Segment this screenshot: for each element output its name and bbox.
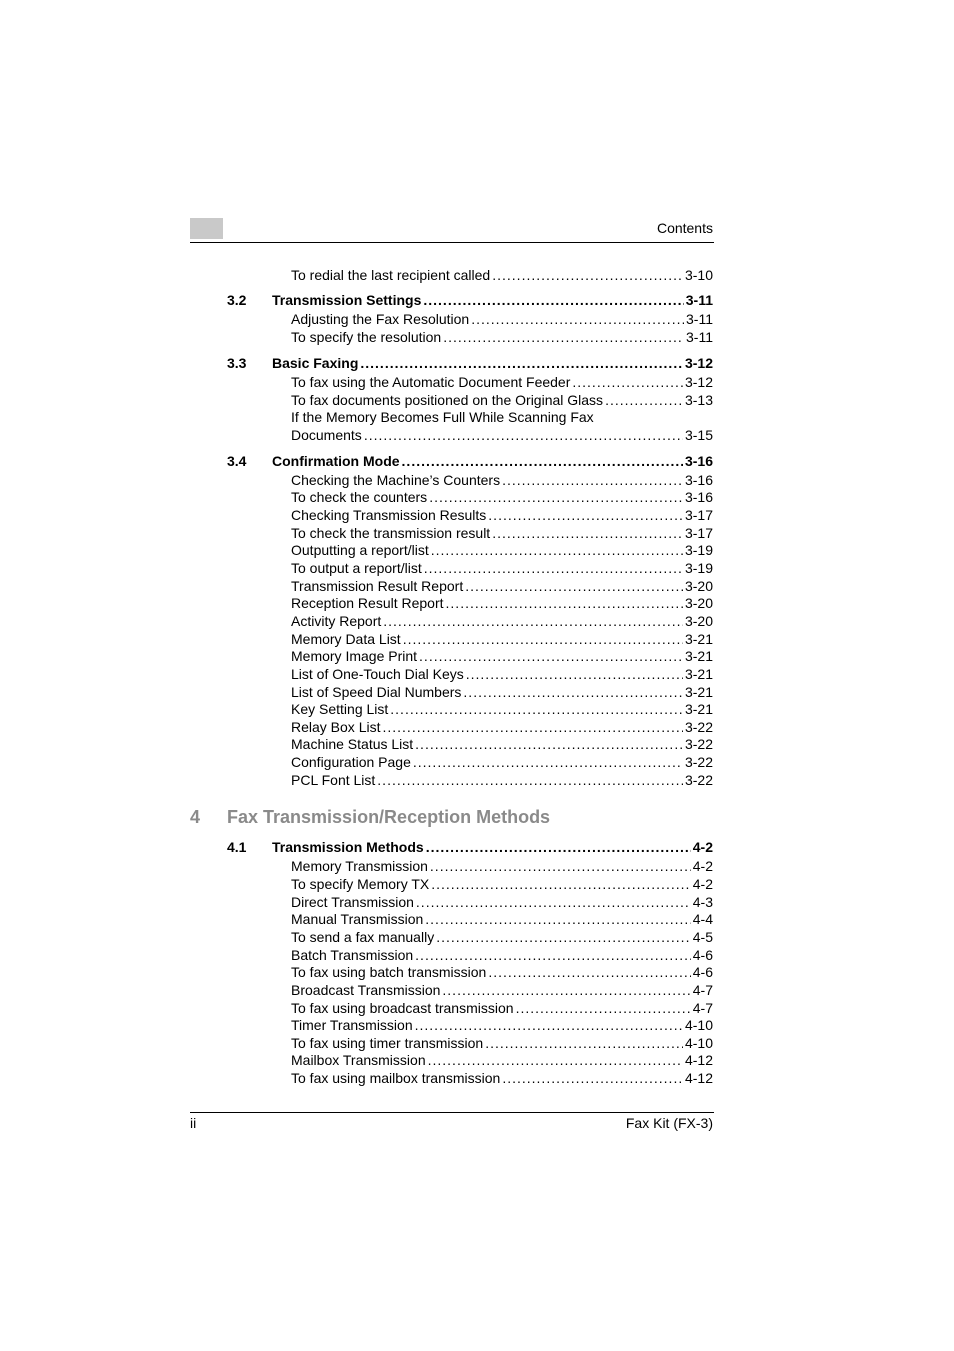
toc-entry[interactable]: Configuration Page ..... 3-22 xyxy=(291,754,713,771)
toc-entry[interactable]: Adjusting the Fax Resolution ..... 3-11 xyxy=(291,311,713,328)
toc-entry[interactable]: To fax using timer transmission ..... 4-10 xyxy=(291,1035,713,1052)
section-number: 3.2 xyxy=(227,292,247,308)
toc-entry[interactable]: Memory Data List ..... 3-21 xyxy=(291,631,713,648)
toc-entry[interactable]: To redial the last recipient called ..... 3-10 xyxy=(291,267,713,284)
toc-entry[interactable]: Broadcast Transmission ..... 4-7 xyxy=(291,982,713,999)
toc-entry[interactable]: To fax documents positioned on the Original Glass ..... 3-13 xyxy=(291,392,713,409)
toc-entry[interactable]: Checking the Machine’s Counters ..... 3-16 xyxy=(291,472,713,489)
toc-entry[interactable]: Manual Transmission ..... 4-4 xyxy=(291,911,713,928)
chapter-number: 4 xyxy=(190,807,201,827)
footer-product-name: Fax Kit (FX-3) xyxy=(625,1115,713,1131)
toc-entry[interactable]: Machine Status List ..... 3-22 xyxy=(291,736,713,753)
toc-entry[interactable]: PCL Font List ..... 3-22 xyxy=(291,772,713,789)
toc-entry[interactable]: To check the counters ..... 3-16 xyxy=(291,489,713,506)
toc-entry[interactable]: To output a report/list ..... 3-19 xyxy=(291,560,713,577)
toc-entry[interactable]: Relay Box List ..... 3-22 xyxy=(291,719,713,736)
toc-entry[interactable]: To check the transmission result ..... 3-17 xyxy=(291,525,713,542)
toc-entry[interactable]: Memory Transmission ..... 4-2 xyxy=(291,858,713,875)
toc-entry[interactable]: To fax using batch transmission ..... 4-6 xyxy=(291,964,713,981)
chapter-title[interactable]: Fax Transmission/Reception Methods xyxy=(227,807,551,827)
toc-entry[interactable]: To fax using broadcast transmission ..... 4-7 xyxy=(291,1000,713,1017)
toc-entry[interactable]: Key Setting List ..... 3-21 xyxy=(291,701,713,718)
toc-section[interactable]: Transmission Methods ..... 4-2 xyxy=(272,839,713,856)
toc-entry[interactable]: Batch Transmission ..... 4-6 xyxy=(291,947,713,964)
toc-section[interactable]: Basic Faxing ..... 3-12 xyxy=(272,355,713,372)
toc-entry[interactable]: Transmission Result Report ..... 3-20 xyxy=(291,578,713,595)
toc-entry[interactable]: To fax using mailbox transmission ..... 4-12 xyxy=(291,1070,713,1087)
footer-rule xyxy=(190,1112,714,1113)
toc-entry[interactable]: Reception Result Report ..... 3-20 xyxy=(291,595,713,612)
toc-entry[interactable]: To specify the resolution ..... 3-11 xyxy=(291,329,713,346)
toc-entry[interactable]: Timer Transmission ..... 4-10 xyxy=(291,1017,713,1034)
toc-section[interactable]: Transmission Settings ..... 3-11 xyxy=(272,292,713,309)
toc-entry[interactable]: Outputting a report/list ..... 3-19 xyxy=(291,542,713,559)
toc-entry[interactable]: Direct Transmission ..... 4-3 xyxy=(291,894,713,911)
toc-entry-line: If the Memory Becomes Full While Scanning Fax xyxy=(291,409,594,425)
header-title: Contents xyxy=(656,220,713,236)
toc-section[interactable]: Confirmation Mode ..... 3-16 xyxy=(272,453,713,470)
toc-entry[interactable]: Activity Report ..... 3-20 xyxy=(291,613,713,630)
toc-entry[interactable]: To specify Memory TX ..... 4-2 xyxy=(291,876,713,893)
toc-entry[interactable]: To fax using the Automatic Document Feeder ..... 3-12 xyxy=(291,374,713,391)
toc-entry[interactable]: To send a fax manually ..... 4-5 xyxy=(291,929,713,946)
toc-entry[interactable]: Documents ..... 3-15 xyxy=(291,427,713,444)
toc-entry[interactable]: Memory Image Print ..... 3-21 xyxy=(291,648,713,665)
page-number: ii xyxy=(190,1115,197,1131)
section-number: 3.4 xyxy=(227,453,247,469)
toc-entry[interactable]: List of One-Touch Dial Keys ..... 3-21 xyxy=(291,666,713,683)
toc-entry[interactable]: List of Speed Dial Numbers ..... 3-21 xyxy=(291,684,713,701)
toc-entry[interactable]: Mailbox Transmission ..... 4-12 xyxy=(291,1052,713,1069)
toc-entry[interactable]: Checking Transmission Results ..... 3-17 xyxy=(291,507,713,524)
section-number: 4.1 xyxy=(227,839,247,855)
section-number: 3.3 xyxy=(227,355,247,371)
